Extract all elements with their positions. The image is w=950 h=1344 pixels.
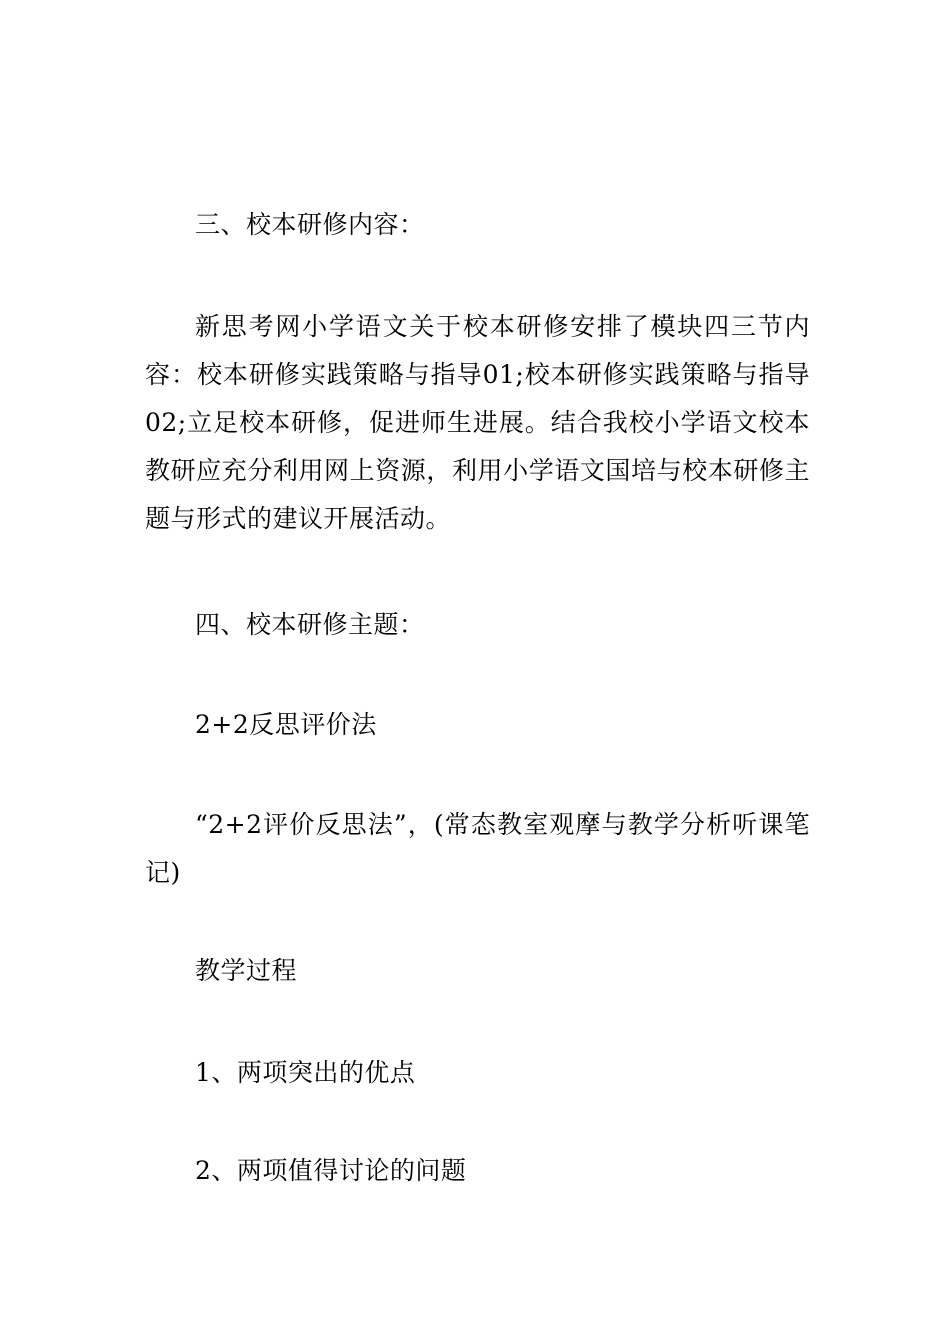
method-description: “2+2评价反思法”，(常态教室观摩与教学分析听课笔记) bbox=[145, 810, 810, 887]
section-heading-content: 三、校本研修内容： bbox=[195, 210, 425, 239]
method-title: 2+2反思评价法 bbox=[195, 710, 377, 739]
list-item-strengths: 1、两项突出的优点 bbox=[195, 1058, 416, 1087]
section-heading-theme: 四、校本研修主题： bbox=[195, 610, 425, 639]
list-item-issues: 2、两项值得讨论的问题 bbox=[195, 1156, 467, 1185]
subheading-teaching-process: 教学过程 bbox=[195, 956, 298, 985]
body-paragraph-content: 新思考网小学语文关于校本研修安排了模块四三节内容：校本研修实践策略与指导01;校本研修实践策略与指导02;立足校本研修，促进师生进展。结合我校小学语文校本教研应充分利用网上资源，利用小学语文国培与校本研修主题与形式的建议开展活动。 bbox=[145, 312, 810, 533]
